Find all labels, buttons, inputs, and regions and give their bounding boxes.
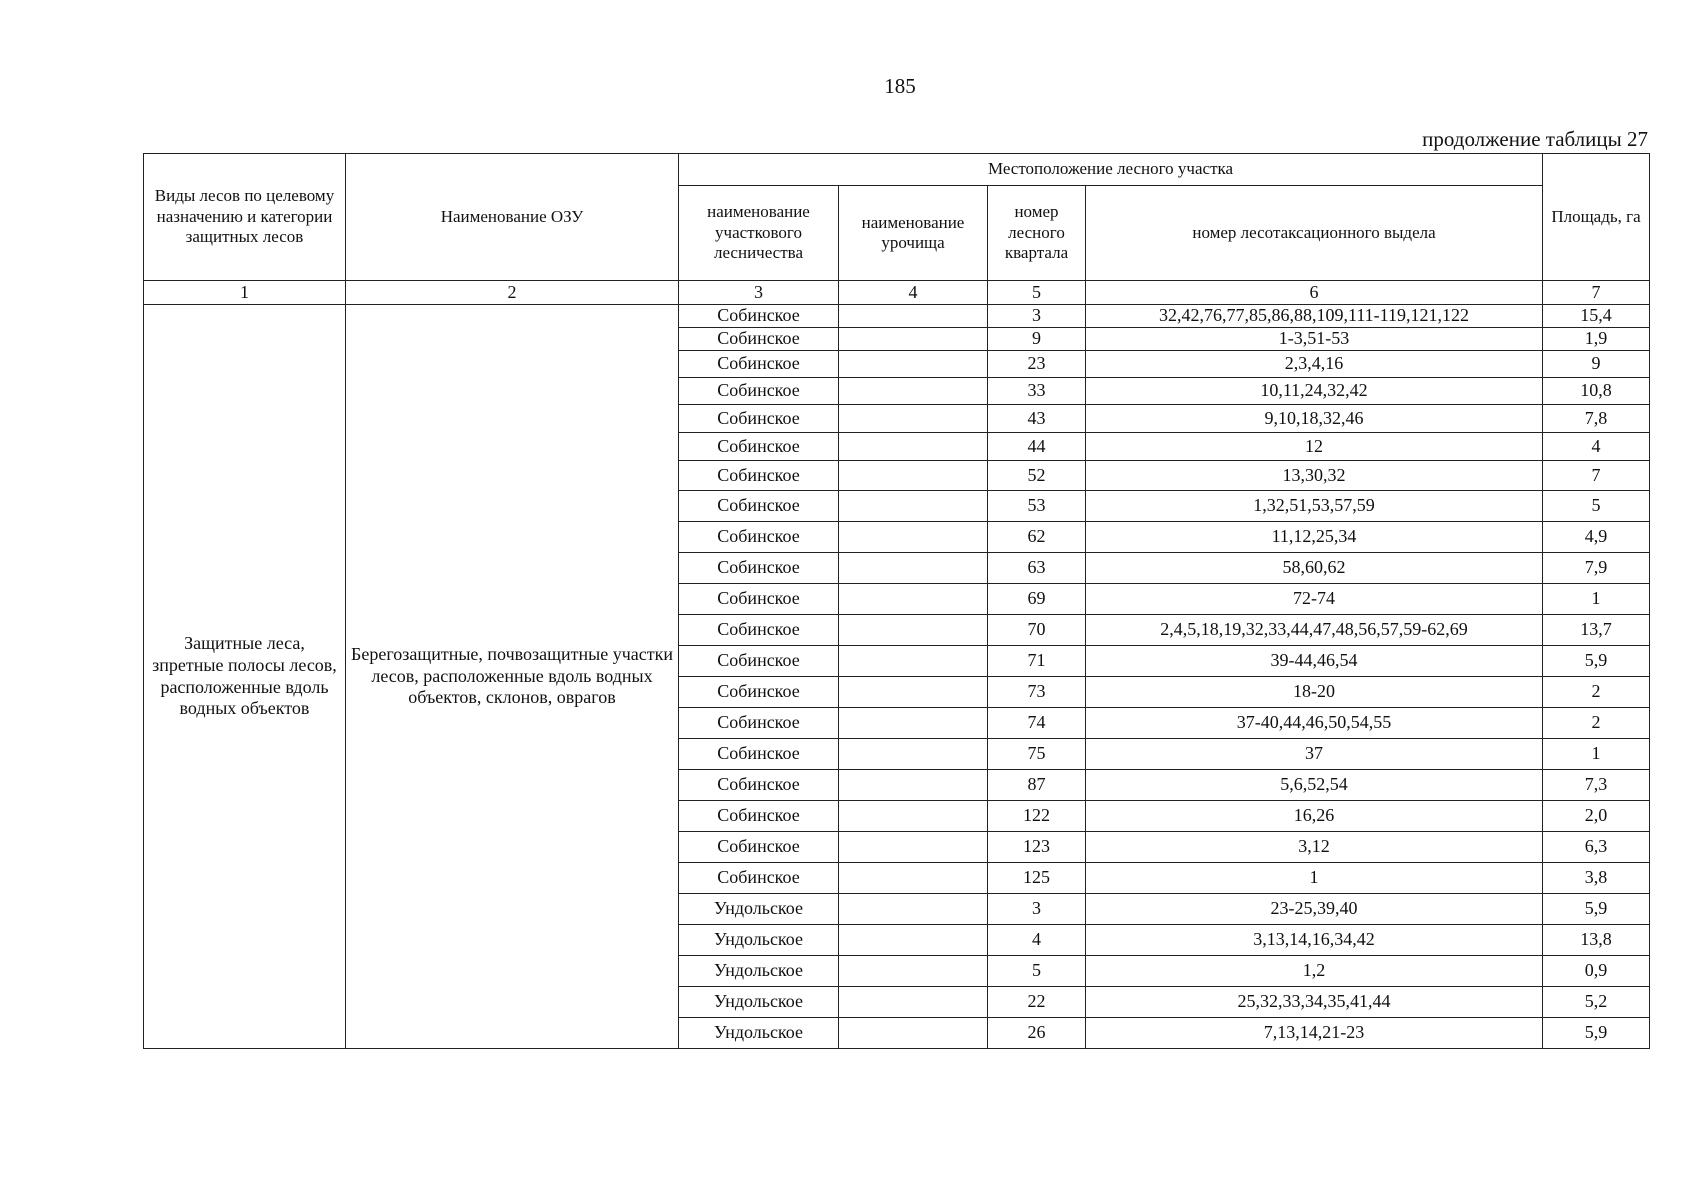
quarter-cell: 23 — [988, 351, 1086, 378]
tract-cell — [839, 351, 988, 378]
header-forest-type: Виды лесов по целевому назначению и категории защитных лесов — [144, 154, 346, 281]
allotment-cell: 9,10,18,32,46 — [1086, 405, 1543, 433]
district-cell: Собинское — [679, 433, 839, 461]
quarter-cell: 63 — [988, 553, 1086, 584]
header-ozu-name: Наименование ОЗУ — [346, 154, 679, 281]
tract-cell — [839, 925, 988, 956]
area-cell: 7 — [1543, 461, 1650, 491]
table-body — [144, 305, 1650, 1049]
area-cell: 1,9 — [1543, 328, 1650, 351]
forest-plots-table — [143, 153, 1650, 1049]
quarter-cell: 52 — [988, 461, 1086, 491]
area-cell: 5,9 — [1543, 646, 1650, 677]
allotment-cell: 32,42,76,77,85,86,88,109,111-119,121,122 — [1086, 305, 1543, 328]
forest-type-cell: Защитные леса, зпретные полосы лесов, расположенные вдоль водных объектов — [144, 305, 346, 1049]
allotment-cell: 1,32,51,53,57,59 — [1086, 491, 1543, 522]
quarter-cell: 22 — [988, 987, 1086, 1018]
district-cell: Собинское — [679, 863, 839, 894]
column-number: 6 — [1086, 281, 1543, 305]
allotment-cell: 1,2 — [1086, 956, 1543, 987]
allotment-cell: 12 — [1086, 433, 1543, 461]
area-cell: 1 — [1543, 584, 1650, 615]
allotment-cell: 37 — [1086, 739, 1543, 770]
quarter-cell: 3 — [988, 894, 1086, 925]
allotment-cell: 18-20 — [1086, 677, 1543, 708]
district-cell: Собинское — [679, 770, 839, 801]
table-row — [144, 305, 1650, 328]
tract-cell — [839, 615, 988, 646]
allotment-cell: 11,12,25,34 — [1086, 522, 1543, 553]
tract-cell — [839, 328, 988, 351]
district-cell: Ундольское — [679, 1018, 839, 1049]
allotment-cell: 39-44,46,54 — [1086, 646, 1543, 677]
quarter-cell: 33 — [988, 378, 1086, 405]
area-cell: 4,9 — [1543, 522, 1650, 553]
quarter-cell: 122 — [988, 801, 1086, 832]
allotment-cell: 2,3,4,16 — [1086, 351, 1543, 378]
district-cell: Собинское — [679, 801, 839, 832]
tract-cell — [839, 305, 988, 328]
allotment-cell: 2,4,5,18,19,32,33,44,47,48,56,57,59-62,69 — [1086, 615, 1543, 646]
tract-cell — [839, 739, 988, 770]
table-header — [144, 154, 1650, 305]
area-cell: 13,8 — [1543, 925, 1650, 956]
district-cell: Ундольское — [679, 925, 839, 956]
quarter-cell: 87 — [988, 770, 1086, 801]
quarter-cell: 5 — [988, 956, 1086, 987]
district-cell: Собинское — [679, 615, 839, 646]
tract-cell — [839, 584, 988, 615]
tract-cell — [839, 522, 988, 553]
tract-cell — [839, 553, 988, 584]
tract-cell — [839, 378, 988, 405]
quarter-cell: 44 — [988, 433, 1086, 461]
allotment-cell: 3,12 — [1086, 832, 1543, 863]
area-cell: 2 — [1543, 708, 1650, 739]
header-area: Площадь, га — [1543, 154, 1650, 281]
area-cell: 10,8 — [1543, 378, 1650, 405]
area-cell: 7,3 — [1543, 770, 1650, 801]
allotment-cell: 16,26 — [1086, 801, 1543, 832]
header-quarter: номер лесного квартала — [988, 186, 1086, 281]
quarter-cell: 73 — [988, 677, 1086, 708]
tract-cell — [839, 863, 988, 894]
tract-cell — [839, 832, 988, 863]
column-number: 1 — [144, 281, 346, 305]
area-cell: 2,0 — [1543, 801, 1650, 832]
allotment-cell: 10,11,24,32,42 — [1086, 378, 1543, 405]
quarter-cell: 75 — [988, 739, 1086, 770]
tract-cell — [839, 461, 988, 491]
quarter-cell: 53 — [988, 491, 1086, 522]
column-number: 3 — [679, 281, 839, 305]
district-cell: Собинское — [679, 584, 839, 615]
area-cell: 9 — [1543, 351, 1650, 378]
header-allotment: номер лесотаксационного выдела — [1086, 186, 1543, 281]
area-cell: 5,2 — [1543, 987, 1650, 1018]
district-cell: Ундольское — [679, 956, 839, 987]
tract-cell — [839, 405, 988, 433]
quarter-cell: 69 — [988, 584, 1086, 615]
area-cell: 6,3 — [1543, 832, 1650, 863]
allotment-cell: 7,13,14,21-23 — [1086, 1018, 1543, 1049]
quarter-cell: 4 — [988, 925, 1086, 956]
allotment-cell: 37-40,44,46,50,54,55 — [1086, 708, 1543, 739]
allotment-cell: 72-74 — [1086, 584, 1543, 615]
quarter-cell: 26 — [988, 1018, 1086, 1049]
column-number: 2 — [346, 281, 679, 305]
district-cell: Собинское — [679, 378, 839, 405]
tract-cell — [839, 708, 988, 739]
area-cell: 2 — [1543, 677, 1650, 708]
district-cell: Ундольское — [679, 894, 839, 925]
allotment-cell: 1-3,51-53 — [1086, 328, 1543, 351]
district-cell: Собинское — [679, 739, 839, 770]
allotment-cell: 1 — [1086, 863, 1543, 894]
table-continuation-label: продолжение таблицы 27 — [1422, 127, 1648, 151]
district-cell: Собинское — [679, 522, 839, 553]
quarter-cell: 62 — [988, 522, 1086, 553]
area-cell: 5,9 — [1543, 1018, 1650, 1049]
tract-cell — [839, 1018, 988, 1049]
tract-cell — [839, 646, 988, 677]
column-number-row — [144, 281, 1650, 305]
allotment-cell: 58,60,62 — [1086, 553, 1543, 584]
quarter-cell: 9 — [988, 328, 1086, 351]
quarter-cell: 3 — [988, 305, 1086, 328]
header-location: Местоположение лесного участка — [679, 154, 1543, 186]
area-cell: 7,8 — [1543, 405, 1650, 433]
area-cell: 4 — [1543, 433, 1650, 461]
tract-cell — [839, 956, 988, 987]
district-cell: Собинское — [679, 351, 839, 378]
district-cell: Ундольское — [679, 987, 839, 1018]
district-cell: Собинское — [679, 461, 839, 491]
district-cell: Собинское — [679, 832, 839, 863]
tract-cell — [839, 987, 988, 1018]
column-number: 5 — [988, 281, 1086, 305]
quarter-cell: 71 — [988, 646, 1086, 677]
page-number: 185 — [884, 74, 916, 98]
district-cell: Собинское — [679, 708, 839, 739]
area-cell: 0,9 — [1543, 956, 1650, 987]
area-cell: 3,8 — [1543, 863, 1650, 894]
allotment-cell: 5,6,52,54 — [1086, 770, 1543, 801]
tract-cell — [839, 770, 988, 801]
quarter-cell: 70 — [988, 615, 1086, 646]
area-cell: 5,9 — [1543, 894, 1650, 925]
district-cell: Собинское — [679, 553, 839, 584]
area-cell: 5 — [1543, 491, 1650, 522]
header-district: наименование участкового лесничества — [679, 186, 839, 281]
column-number: 4 — [839, 281, 988, 305]
allotment-cell: 13,30,32 — [1086, 461, 1543, 491]
ozu-name-cell: Берегозащитные, почвозащитные участки лесов, расположенные вдоль водных объектов, склонов, оврагов — [346, 305, 679, 1049]
quarter-cell: 125 — [988, 863, 1086, 894]
quarter-cell: 74 — [988, 708, 1086, 739]
tract-cell — [839, 801, 988, 832]
column-number: 7 — [1543, 281, 1650, 305]
allotment-cell: 23-25,39,40 — [1086, 894, 1543, 925]
tract-cell — [839, 491, 988, 522]
area-cell: 1 — [1543, 739, 1650, 770]
allotment-cell: 3,13,14,16,34,42 — [1086, 925, 1543, 956]
district-cell: Собинское — [679, 405, 839, 433]
district-cell: Собинское — [679, 646, 839, 677]
district-cell: Собинское — [679, 305, 839, 328]
quarter-cell: 123 — [988, 832, 1086, 863]
quarter-cell: 43 — [988, 405, 1086, 433]
header-tract: наименование урочища — [839, 186, 988, 281]
district-cell: Собинское — [679, 491, 839, 522]
district-cell: Собинское — [679, 328, 839, 351]
tract-cell — [839, 677, 988, 708]
area-cell: 7,9 — [1543, 553, 1650, 584]
tract-cell — [839, 894, 988, 925]
area-cell: 13,7 — [1543, 615, 1650, 646]
allotment-cell: 25,32,33,34,35,41,44 — [1086, 987, 1543, 1018]
area-cell: 15,4 — [1543, 305, 1650, 328]
tract-cell — [839, 433, 988, 461]
district-cell: Собинское — [679, 677, 839, 708]
